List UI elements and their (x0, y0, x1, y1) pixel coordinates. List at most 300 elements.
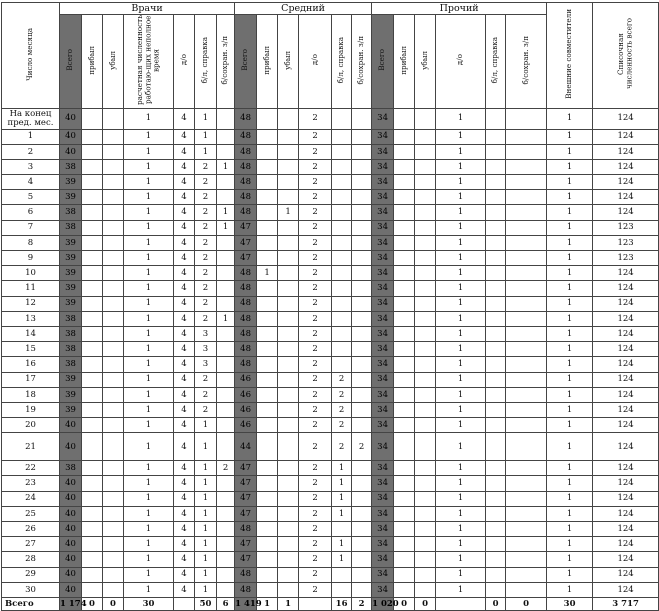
table-cell: 4 (174, 296, 195, 311)
row-label-cell: На конец пред. мес. (2, 108, 60, 129)
table-cell (394, 296, 415, 311)
table-cell (352, 159, 372, 174)
table-cell: 1 (124, 281, 174, 296)
table-cell (103, 357, 124, 372)
table-cell: 16 (332, 597, 352, 610)
table-cell (257, 522, 278, 537)
table-cell (278, 281, 299, 296)
table-row (2, 387, 659, 402)
table-cell: 34 (372, 144, 394, 159)
table-cell (217, 144, 235, 159)
table-cell: 1 (547, 461, 593, 476)
table-cell: 1 (547, 311, 593, 326)
table-cell (506, 552, 547, 567)
table-cell: 48 (235, 129, 257, 144)
row-label-cell: 17 (2, 372, 60, 387)
table-cell (352, 108, 372, 129)
table-cell (278, 418, 299, 433)
table-cell (103, 372, 124, 387)
table-cell: 34 (372, 537, 394, 552)
table-cell: 1 (124, 129, 174, 144)
table-cell: 47 (235, 251, 257, 266)
table-row (2, 205, 659, 220)
table-cell (506, 402, 547, 417)
table-cell: 50 (195, 597, 217, 610)
table-cell: 34 (372, 552, 394, 567)
table-cell: 2 (332, 372, 352, 387)
table-cell (352, 266, 372, 281)
table-cell (394, 491, 415, 506)
table-cell (103, 506, 124, 521)
table-cell: 40 (60, 491, 82, 506)
table-row (2, 357, 659, 372)
table-cell (217, 418, 235, 433)
table-cell: 1 (124, 235, 174, 250)
other-col-header: убыл (415, 15, 436, 109)
row-label-cell: 21 (2, 433, 60, 461)
table-cell: 1 (195, 108, 217, 129)
table-cell (486, 387, 506, 402)
table-cell: 1 (124, 175, 174, 190)
total-count-header: Списочная численность всего (593, 3, 659, 109)
table-cell: 34 (372, 342, 394, 357)
table-cell (352, 190, 372, 205)
table-cell: 1 (124, 266, 174, 281)
middle-col-header: б/сохран. з/п (352, 15, 372, 109)
table-cell (352, 342, 372, 357)
table-cell: 124 (593, 476, 659, 491)
table-cell (352, 491, 372, 506)
table-cell: 4 (174, 491, 195, 506)
table-cell (415, 159, 436, 174)
table-cell: 2 (299, 144, 332, 159)
table-cell (486, 433, 506, 461)
table-row (2, 108, 659, 129)
table-cell: 48 (235, 175, 257, 190)
table-cell: 1 (547, 476, 593, 491)
table-cell (394, 159, 415, 174)
table-cell (82, 342, 103, 357)
totals-row (2, 597, 659, 610)
doctor-col-header: б/сохран. з/п (217, 15, 235, 109)
row-label-cell: 15 (2, 342, 60, 357)
table-cell: 1 (436, 387, 486, 402)
table-cell (352, 129, 372, 144)
table-cell (486, 175, 506, 190)
table-cell (506, 190, 547, 205)
table-cell (486, 567, 506, 582)
table-cell (486, 251, 506, 266)
table-cell (217, 387, 235, 402)
table-cell: 48 (235, 144, 257, 159)
table-cell: 1 (436, 296, 486, 311)
table-cell: 34 (372, 281, 394, 296)
table-cell (486, 402, 506, 417)
table-cell: 1 (436, 129, 486, 144)
table-cell: 1 (195, 567, 217, 582)
table-cell: 40 (60, 552, 82, 567)
table-cell: 1 (124, 433, 174, 461)
table-cell (506, 159, 547, 174)
table-cell (415, 537, 436, 552)
table-cell (257, 144, 278, 159)
table-cell (506, 372, 547, 387)
table-cell (352, 387, 372, 402)
table-cell: 124 (593, 175, 659, 190)
table-cell (257, 491, 278, 506)
table-cell (103, 387, 124, 402)
table-cell: 47 (235, 552, 257, 567)
table-cell: 34 (372, 129, 394, 144)
table-body (2, 108, 659, 610)
table-cell (332, 281, 352, 296)
table-cell (332, 129, 352, 144)
table-cell (82, 582, 103, 597)
table-cell (103, 537, 124, 552)
table-cell (486, 190, 506, 205)
table-cell: 2 (195, 235, 217, 250)
table-cell (103, 326, 124, 341)
table-cell: 1 (436, 342, 486, 357)
table-cell (278, 296, 299, 311)
table-cell: 4 (174, 190, 195, 205)
table-cell: 1 (195, 433, 217, 461)
table-cell (332, 357, 352, 372)
table-cell: 1 419 (235, 598, 262, 609)
table-cell (394, 567, 415, 582)
row-label-cell: 29 (2, 567, 60, 582)
table-cell (415, 582, 436, 597)
table-cell: 40 (60, 522, 82, 537)
table-cell (486, 342, 506, 357)
table-cell (217, 266, 235, 281)
other-col-header: д/о (436, 15, 486, 109)
table-cell (103, 235, 124, 250)
group-doctors-header: Врачи (60, 3, 235, 15)
table-cell (257, 418, 278, 433)
table-cell: 2 (332, 418, 352, 433)
table-row (2, 582, 659, 597)
table-cell (486, 326, 506, 341)
table-cell (217, 235, 235, 250)
table-cell: 124 (593, 281, 659, 296)
table-cell: 4 (174, 266, 195, 281)
table-cell (506, 144, 547, 159)
table-cell: 1 (332, 506, 352, 521)
table-cell (103, 342, 124, 357)
table-cell: 47 (235, 220, 257, 235)
table-cell (103, 582, 124, 597)
table-cell: 34 (372, 251, 394, 266)
table-cell: 2 (332, 433, 352, 461)
table-cell: 1 (195, 491, 217, 506)
table-cell (394, 311, 415, 326)
table-cell (103, 491, 124, 506)
table-cell: 48 (235, 205, 257, 220)
table-cell: 1 (547, 326, 593, 341)
table-cell (506, 522, 547, 537)
table-cell (103, 402, 124, 417)
table-cell (486, 311, 506, 326)
table-cell: 48 (235, 266, 257, 281)
row-label-cell: 22 (2, 461, 60, 476)
table-cell: 47 (235, 235, 257, 250)
table-cell: 34 (372, 311, 394, 326)
table-cell (278, 522, 299, 537)
table-cell (352, 205, 372, 220)
row-label-cell: 10 (2, 266, 60, 281)
table-cell (82, 567, 103, 582)
table-cell (217, 552, 235, 567)
table-cell: 124 (593, 159, 659, 174)
table-cell (257, 537, 278, 552)
table-cell (394, 433, 415, 461)
table-row (2, 251, 659, 266)
table-cell: 48 (235, 342, 257, 357)
table-cell: 34 (372, 190, 394, 205)
table-cell: 124 (593, 522, 659, 537)
table-cell: 2 (299, 129, 332, 144)
table-cell: 2 (299, 311, 332, 326)
table-cell: 40 (60, 144, 82, 159)
table-cell: 1 (436, 402, 486, 417)
table-cell (257, 387, 278, 402)
table-cell (103, 567, 124, 582)
table-cell: 2 (299, 159, 332, 174)
table-cell: 2 (299, 220, 332, 235)
table-cell: 1 (332, 491, 352, 506)
table-cell: 1 (547, 537, 593, 552)
table-cell: 1 (217, 220, 235, 235)
other-col-header: б/л, справка (486, 15, 506, 109)
table-cell (278, 311, 299, 326)
table-cell: 2 (299, 235, 332, 250)
table-cell: 34 (372, 476, 394, 491)
table-cell: 34 (372, 266, 394, 281)
table-cell (415, 402, 436, 417)
table-cell (394, 281, 415, 296)
table-cell: 1 (436, 220, 486, 235)
table-cell: 1 (124, 296, 174, 311)
doctor-col-header: Всего (60, 15, 82, 109)
table-cell (257, 129, 278, 144)
table-cell (257, 190, 278, 205)
table-cell: 124 (593, 311, 659, 326)
table-cell (415, 387, 436, 402)
table-cell (486, 506, 506, 521)
table-cell (257, 205, 278, 220)
table-cell (415, 491, 436, 506)
table-cell: 4 (174, 433, 195, 461)
table-cell (415, 326, 436, 341)
table-cell (506, 342, 547, 357)
table-cell (103, 311, 124, 326)
row-label-cell: 28 (2, 552, 60, 567)
table-cell (394, 552, 415, 567)
table-cell (278, 220, 299, 235)
table-cell: 3 717 (593, 597, 659, 610)
table-cell: 1 (124, 567, 174, 582)
table-cell: 4 (174, 144, 195, 159)
table-cell (103, 129, 124, 144)
table-cell (278, 582, 299, 597)
table-cell: 39 (60, 266, 82, 281)
table-cell: 124 (593, 402, 659, 417)
table-cell: 1 (124, 582, 174, 597)
table-cell: 2 (299, 251, 332, 266)
middle-col-header: б/л, справка (332, 15, 352, 109)
table-cell: 1 (124, 537, 174, 552)
table-cell (415, 522, 436, 537)
table-cell (394, 129, 415, 144)
table-cell (486, 372, 506, 387)
table-cell: 1 (257, 266, 278, 281)
table-cell: 30 (547, 597, 593, 610)
table-row (2, 129, 659, 144)
table-row (2, 296, 659, 311)
table-cell: 1 (547, 129, 593, 144)
table-cell: 39 (60, 402, 82, 417)
table-cell (257, 476, 278, 491)
table-cell: 46 (235, 372, 257, 387)
row-label-cell: 4 (2, 175, 60, 190)
table-cell (486, 108, 506, 129)
table-row (2, 461, 659, 476)
table-cell: 38 (60, 205, 82, 220)
table-cell (352, 326, 372, 341)
table-cell (332, 522, 352, 537)
table-cell (415, 567, 436, 582)
table-cell (278, 357, 299, 372)
table-cell: 2 (195, 159, 217, 174)
table-cell: 48 (235, 357, 257, 372)
table-cell (352, 476, 372, 491)
table-cell (217, 129, 235, 144)
table-row (2, 281, 659, 296)
table-cell: 1 (124, 144, 174, 159)
table-cell (217, 357, 235, 372)
table-cell: 47 (235, 537, 257, 552)
table-cell (394, 190, 415, 205)
table-cell (332, 251, 352, 266)
table-cell: 2 (299, 433, 332, 461)
table-cell (352, 461, 372, 476)
table-cell: 39 (60, 175, 82, 190)
table-row (2, 567, 659, 582)
table-cell: 1 (436, 235, 486, 250)
table-cell: 1 (436, 357, 486, 372)
table-cell (415, 372, 436, 387)
table-cell: 4 (174, 461, 195, 476)
row-label-cell: 20 (2, 418, 60, 433)
table-cell (82, 433, 103, 461)
table-cell (415, 251, 436, 266)
table-cell (352, 522, 372, 537)
table-cell: 124 (593, 552, 659, 567)
table-cell: 48 (235, 311, 257, 326)
table-cell (415, 552, 436, 567)
table-cell (103, 144, 124, 159)
table-cell: 40 (60, 433, 82, 461)
table-cell: 4 (174, 235, 195, 250)
table-cell (257, 552, 278, 567)
table-cell: 4 (174, 220, 195, 235)
table-cell: 124 (593, 567, 659, 582)
table-cell: 39 (60, 251, 82, 266)
table-cell: 48 (235, 190, 257, 205)
table-cell (278, 476, 299, 491)
table-cell (332, 205, 352, 220)
table-cell (486, 205, 506, 220)
table-cell: 38 (60, 220, 82, 235)
table-cell: 40 (60, 567, 82, 582)
row-label-header: Число месяца (2, 3, 60, 109)
table-cell (506, 108, 547, 129)
table-cell (103, 159, 124, 174)
table-cell: 2 (195, 311, 217, 326)
table-cell (415, 476, 436, 491)
table-cell: 2 (332, 387, 352, 402)
table-cell (486, 281, 506, 296)
table-cell: 38 (60, 159, 82, 174)
table-cell: 30 (124, 597, 174, 610)
table-cell (82, 418, 103, 433)
table-cell (394, 506, 415, 521)
table-cell (506, 357, 547, 372)
table-cell (82, 220, 103, 235)
table-cell (332, 175, 352, 190)
table-cell (217, 326, 235, 341)
table-cell: 34 (372, 506, 394, 521)
table-row (2, 311, 659, 326)
table-cell: 1 (124, 506, 174, 521)
table-cell (278, 387, 299, 402)
table-cell: 1 (547, 522, 593, 537)
table-cell: 39 (60, 296, 82, 311)
table-cell: 4 (174, 108, 195, 129)
table-cell (352, 418, 372, 433)
table-cell: 2 (299, 506, 332, 521)
table-cell (394, 582, 415, 597)
table-cell (415, 235, 436, 250)
table-cell: 1 (547, 251, 593, 266)
table-cell: 1 (124, 476, 174, 491)
table-cell: 1 (195, 144, 217, 159)
table-cell: 2 (299, 567, 332, 582)
table-cell: 1 (124, 220, 174, 235)
table-cell (415, 296, 436, 311)
table-cell: 124 (593, 266, 659, 281)
table-cell (394, 326, 415, 341)
table-cell (257, 235, 278, 250)
table-cell: 6 (217, 597, 235, 610)
table-cell (394, 476, 415, 491)
table-cell (278, 251, 299, 266)
table-cell: 124 (593, 342, 659, 357)
table-cell: 1 (547, 220, 593, 235)
table-cell: 2 (299, 175, 332, 190)
table-cell (103, 296, 124, 311)
table-cell: 1 (436, 522, 486, 537)
table-cell: 34 (372, 159, 394, 174)
table-cell: 1 (547, 357, 593, 372)
table-row (2, 235, 659, 250)
table-cell: 1 (436, 418, 486, 433)
table-cell: 1 (547, 433, 593, 461)
table-row (2, 491, 659, 506)
table-cell: 1 (257, 597, 278, 610)
table-cell: 1 (124, 342, 174, 357)
